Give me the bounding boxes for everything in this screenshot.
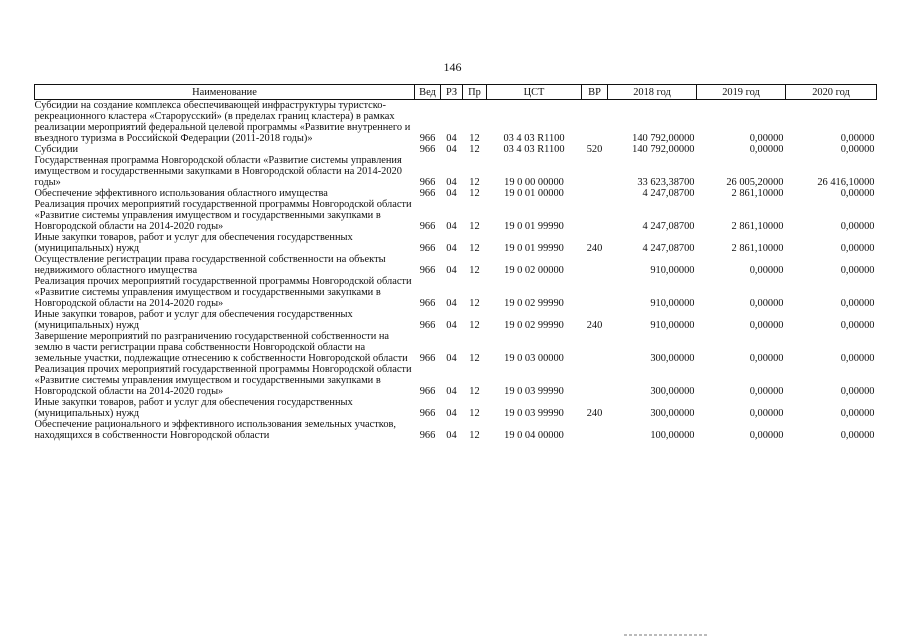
cell-name: Государственная программа Новгородской области «Развитие системы управления имуществом и государственными закупками в Новгородской области на 2014-2020 годы» [34,155,402,188]
cell-vr: 240 [586,243,603,254]
cell-cst: 19 0 02 00000 [504,265,564,276]
cell-2019: 0,00000 [749,265,784,276]
cell-2019: 0,00000 [749,408,784,419]
cell-vr: 240 [586,408,603,419]
cell-2018: 910,00000 [650,298,695,309]
cell-2018: 300,00000 [650,353,695,364]
cell-ved: 966 [419,320,436,331]
cell-2020: 0,00000 [840,320,875,331]
cell-name: Обеспечение рационального и эффективного использования земельных участков, находящихся в собственности Новгородской области [34,419,397,441]
cell-vr [582,155,608,188]
cell-pr: 12 [469,353,480,364]
cell-cst: 19 0 01 99990 [504,221,564,232]
table-header-row [35,85,877,100]
cell-2019: 2 861,10000 [731,243,784,254]
cell-pr: 12 [469,430,480,441]
cell-name: Иные закупки товаров, работ и услуг для обеспечения государственных (муниципальных) нужд [34,232,353,254]
cell-2019: 0,00000 [749,133,784,144]
cell-2018: 910,00000 [650,265,695,276]
cell-name: Иные закупки товаров, работ и услуг для обеспечения государственных (муниципальных) нужд [34,309,353,331]
table-row [35,397,877,419]
table-row [35,331,877,364]
cell-cst: 19 0 03 99990 [504,386,564,397]
cell-vr [582,276,608,309]
cell-2020: 0,00000 [840,188,875,199]
table-row [35,188,877,199]
cell-pr: 12 [469,265,480,276]
cell-2019: 0,00000 [749,320,784,331]
cell-pr: 12 [469,177,480,188]
cell-pr: 12 [469,188,480,199]
cell-2020: 0,00000 [840,133,875,144]
cell-name: Субсидии [34,144,79,155]
cell-2018: 33 623,38700 [637,177,695,188]
table-row [35,155,877,188]
cell-2019: 26 005,20000 [726,177,784,188]
cell-cst: 03 4 03 R1100 [503,144,565,155]
cell-pr: 12 [469,298,480,309]
cell-vr: 520 [586,144,603,155]
header-2019: 2019 год [697,85,786,100]
cell-2018: 140 792,00000 [632,133,695,144]
cell-name: Реализация прочих мероприятий государственной программы Новгородской области «Развитие системы управления имуществом и государственными закупками в Новгородской области на 2014-2020 годы» [34,199,412,232]
cell-ved: 966 [419,144,436,155]
cell-2020: 0,00000 [840,353,875,364]
cell-name: Субсидии на создание комплекса обеспечивающей инфраструктуры туристско-рекреационного кластера «Старорусский» (в пределах границ кластера) в рамках реализации мероприятий федеральной целевой программы «Развитие внутреннего и въездного туризма в Российской Федерации (2011-2018 годы)» [34,100,411,144]
table-row [35,144,877,155]
cell-ved: 966 [419,265,436,276]
cell-ved: 966 [419,188,436,199]
cell-2018: 4 247,08700 [642,243,695,254]
cell-2020: 0,00000 [840,408,875,419]
cell-vr [582,419,608,441]
cell-ved: 966 [419,133,436,144]
table-row [35,232,877,254]
cell-2018: 140 792,00000 [632,144,695,155]
cell-2020: 26 416,10000 [817,177,875,188]
cell-cst: 19 0 03 99990 [504,408,564,419]
cell-2020: 0,00000 [840,144,875,155]
cell-name: Завершение мероприятий по разграничению государственной собственности на землю в части регистрации права собственности Новгородской области на земельные участки, подлежащие отнесению к собственности Новгородской области [34,331,408,364]
cell-vr: 240 [586,320,603,331]
cell-pr: 12 [469,386,480,397]
cell-vr [582,364,608,397]
header-rz: РЗ [441,85,463,100]
cell-cst: 19 0 02 99990 [504,298,564,309]
cell-rz: 04 [446,221,457,232]
cell-vr [582,254,608,276]
page-number: 146 [443,60,462,74]
cell-rz: 04 [446,353,457,364]
scan-artifact [624,634,708,636]
cell-name: Реализация прочих мероприятий государственной программы Новгородской области «Развитие системы управления имуществом и государственными закупками в Новгородской области на 2014-2020 годы» [34,364,412,397]
cell-2019: 0,00000 [749,386,784,397]
cell-rz: 04 [446,320,457,331]
cell-2018: 910,00000 [650,320,695,331]
header-2018: 2018 год [608,85,697,100]
cell-vr [582,100,608,145]
cell-ved: 966 [419,298,436,309]
cell-2020: 0,00000 [840,221,875,232]
cell-2019: 0,00000 [749,353,784,364]
header-vr: ВР [582,85,608,100]
cell-2020: 0,00000 [840,265,875,276]
cell-cst: 03 4 03 R1100 [503,133,565,144]
cell-pr: 12 [469,144,480,155]
cell-cst: 19 0 01 99990 [504,243,564,254]
cell-2019: 0,00000 [749,298,784,309]
cell-2018: 100,00000 [650,430,695,441]
table-row [35,100,877,145]
table-row [35,254,877,276]
cell-ved: 966 [419,221,436,232]
cell-vr [582,331,608,364]
cell-rz: 04 [446,188,457,199]
cell-rz: 04 [446,144,457,155]
header-2020: 2020 год [786,85,877,100]
cell-2019: 0,00000 [749,144,784,155]
table-row [35,419,877,441]
header-ved: Вед [415,85,441,100]
cell-rz: 04 [446,177,457,188]
table-row [35,199,877,232]
table-row [35,364,877,397]
cell-rz: 04 [446,298,457,309]
cell-2020: 0,00000 [840,430,875,441]
cell-name: Обеспечение эффективного использования областного имущества [34,188,328,199]
cell-rz: 04 [446,133,457,144]
cell-rz: 04 [446,386,457,397]
cell-2018: 4 247,08700 [642,188,695,199]
cell-cst: 19 0 03 00000 [504,353,564,364]
budget-table [34,84,877,441]
cell-2018: 300,00000 [650,408,695,419]
header-pr: Пр [463,85,487,100]
cell-2019: 0,00000 [749,430,784,441]
cell-2020: 0,00000 [840,243,875,254]
cell-cst: 19 0 01 00000 [504,188,564,199]
cell-2020: 0,00000 [840,298,875,309]
cell-pr: 12 [469,133,480,144]
cell-cst: 19 0 02 99990 [504,320,564,331]
cell-pr: 12 [469,221,480,232]
cell-rz: 04 [446,430,457,441]
cell-cst: 19 0 00 00000 [504,177,564,188]
cell-2018: 4 247,08700 [642,221,695,232]
cell-pr: 12 [469,320,480,331]
cell-vr [582,199,608,232]
cell-2018: 300,00000 [650,386,695,397]
cell-vr [582,188,608,199]
cell-name: Иные закупки товаров, работ и услуг для обеспечения государственных (муниципальных) нужд [34,397,353,419]
cell-name: Осуществление регистрации права государственной собственности на объекты недвижимого областного имущества [34,254,386,276]
cell-rz: 04 [446,243,457,254]
cell-name: Реализация прочих мероприятий государственной программы Новгородской области «Развитие системы управления имуществом и государственными закупками в Новгородской области на 2014-2020 годы» [34,276,412,309]
cell-rz: 04 [446,408,457,419]
table-row [35,276,877,309]
cell-cst: 19 0 04 00000 [504,430,564,441]
cell-rz: 04 [446,265,457,276]
header-cst: ЦСТ [487,85,582,100]
cell-ved: 966 [419,386,436,397]
cell-ved: 966 [419,430,436,441]
cell-ved: 966 [419,177,436,188]
cell-ved: 966 [419,243,436,254]
cell-2019: 2 861,10000 [731,221,784,232]
cell-ved: 966 [419,408,436,419]
cell-pr: 12 [469,408,480,419]
cell-2019: 2 861,10000 [731,188,784,199]
cell-2020: 0,00000 [840,386,875,397]
header-name: Наименование [35,85,415,100]
cell-pr: 12 [469,243,480,254]
cell-ved: 966 [419,353,436,364]
table-row [35,309,877,331]
